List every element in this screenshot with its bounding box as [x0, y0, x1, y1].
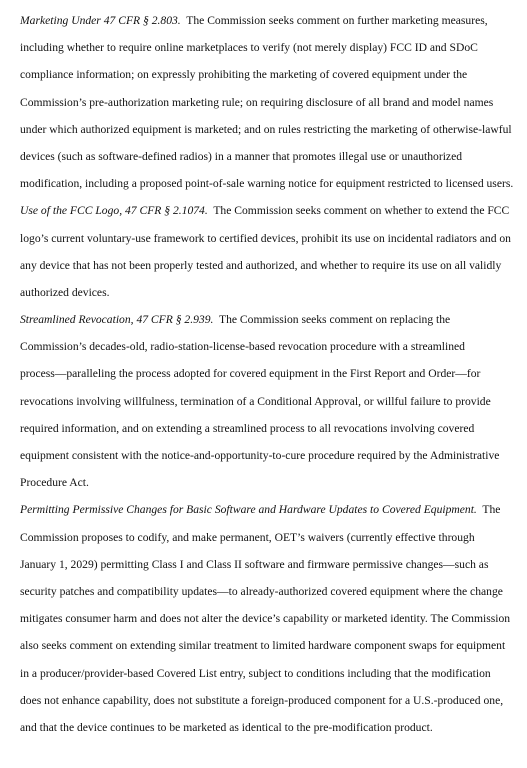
- paragraph-line: security patches and compatibility updates—to already-authorized covered equipment where the change: [20, 584, 503, 598]
- paragraph-line: [20, 496, 527, 523]
- paragraph-line: required information, and on extending a streamlined process to all revocations involving covered: [20, 421, 475, 435]
- paragraph-marketing: [20, 7, 527, 197]
- paragraph-line: Commission proposes to codify, and make permanent, OET’s waivers (currently effective through: [20, 530, 475, 544]
- paragraph-line: logo’s current voluntary-use framework to certified devices, prohibit its use on incidental radiators and on: [20, 231, 511, 245]
- paragraph-line: Procedure Act.: [20, 476, 89, 490]
- paragraph-line: and that the device continues to be marketed as identical to the pre-modification product.: [20, 720, 433, 734]
- paragraph-line: compliance information; on expressly prohibiting the marketing of covered equipment under the: [20, 68, 468, 82]
- paragraph-line: also seeks comment on extending similar treatment to limited hardware component swaps for equipment: [20, 639, 506, 653]
- paragraph-line: authorized devices.: [20, 285, 110, 299]
- paragraph-fcc-logo: [20, 197, 527, 306]
- line-text: The Commission seeks comment on replacing the: [213, 313, 451, 327]
- paragraph-line: modification, including a proposed point-of-sale warning notice for equipment restricted to licensed users.: [20, 177, 514, 191]
- paragraph-heading: Marketing Under 47 CFR § 2.803.: [20, 14, 181, 27]
- paragraph-line: in a producer/provider-based Covered List entry, subject to conditions including that the modification: [20, 666, 491, 680]
- paragraph-line: devices (such as software-defined radios) in a manner that promotes illegal use or unauthorized: [20, 149, 463, 163]
- paragraph-line: does not enhance capability, does not substitute a foreign-produced component for a U.S.-produced one,: [20, 693, 504, 707]
- paragraph-line: Commission’s pre-authorization marketing rule; on requiring disclosure of all brand and model names: [20, 95, 494, 109]
- paragraph-line: [20, 306, 527, 333]
- paragraph-line: revocations involving willfulness, termination of a Conditional Approval, or willful failure to provide: [20, 394, 491, 408]
- line-text: The Commission seeks comment on further marketing measures,: [180, 14, 488, 27]
- paragraph-permissive-changes: [20, 496, 527, 741]
- paragraph-line: [20, 197, 527, 224]
- paragraph-line: mitigates consumer harm and does not alter the device’s capability or marketed identity. The Commission: [20, 612, 511, 626]
- paragraph-line: [20, 7, 527, 34]
- paragraph-heading: Use of the FCC Logo, 47 CFR § 2.1074.: [20, 204, 208, 218]
- paragraph-line: under which authorized equipment is marketed; and on rules restricting the marketing of otherwise-lawful: [20, 122, 512, 136]
- paragraph-heading: Permitting Permissive Changes for Basic Software and Hardware Updates to Covered Equipment.: [20, 503, 477, 517]
- line-text: The: [476, 503, 501, 517]
- paragraph-line: January 1, 2029) permitting Class I and Class II software and firmware permissive changes—such as: [20, 557, 489, 571]
- paragraph-line: process—paralleling the process adopted for covered equipment in the First Report and Order—for: [20, 367, 481, 381]
- paragraph-line: equipment consistent with the notice-and-opportunity-to-cure procedure required by the Administrative: [20, 449, 500, 462]
- line-text: The Commission seeks comment on whether to extend the FCC: [207, 204, 510, 218]
- paragraph-streamlined-revocation: [20, 306, 527, 496]
- paragraph-heading: Streamlined Revocation, 47 CFR § 2.939.: [20, 313, 214, 327]
- paragraph-line: Commission’s decades-old, radio-station-license-based revocation procedure with a streamlined: [20, 340, 465, 354]
- paragraph-line: including whether to require online marketplaces to verify (not merely display) FCC ID and SDoC: [20, 41, 478, 55]
- paragraph-line: any device that has not been properly tested and authorized, and whether to require its use on all validly: [20, 258, 502, 272]
